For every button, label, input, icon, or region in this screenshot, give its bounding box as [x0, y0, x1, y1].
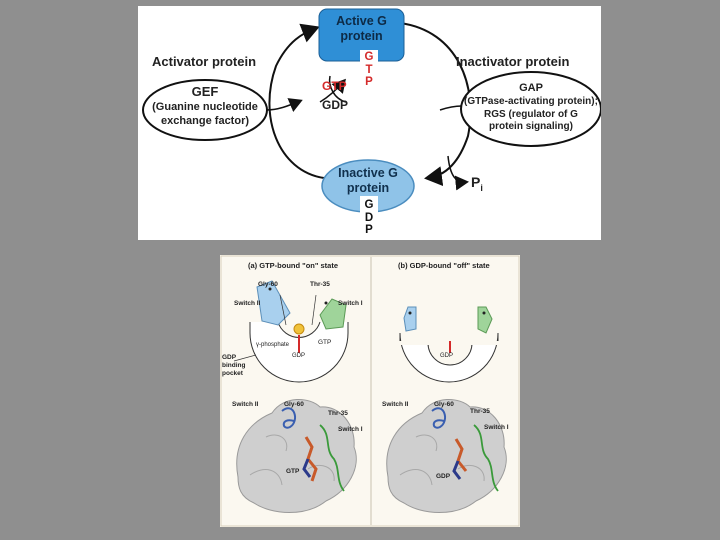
- inactive-p: P: [365, 224, 373, 236]
- panel-a-gtp: GTP: [318, 339, 332, 346]
- panel-a-3d-gtp: GTP: [286, 468, 300, 475]
- panel-a-gly: Gly-60: [258, 281, 278, 288]
- gap-description: [461, 96, 601, 134]
- panel-b-schematic: [395, 307, 503, 382]
- cycle-arc-right: [400, 23, 470, 178]
- panel-a-title: (a) GTP-bound "on" state: [248, 261, 339, 270]
- gtp-label: GTP: [322, 79, 347, 93]
- gap-desc1: (GTPase-activating protein);: [464, 96, 598, 107]
- gap-label: GAP: [519, 82, 543, 94]
- gef-label: GEF: [191, 84, 219, 99]
- active-gtp-letters: [360, 51, 378, 89]
- pocket-line3: pocket: [222, 370, 243, 377]
- inactive-g-protein-label: [322, 166, 414, 196]
- panel-a-3d-switch2: Switch II: [232, 401, 259, 408]
- inactivator-title: Inactivator protein: [456, 54, 570, 69]
- panel-b-gdp: GDP: [440, 353, 454, 359]
- pi-sub: i: [480, 182, 483, 193]
- panel-a-switch2: Switch II: [234, 300, 261, 307]
- pocket-line2: binding: [222, 362, 246, 369]
- panel-a-pocket-label: [222, 354, 245, 378]
- panel-b-3d-structure: [387, 399, 507, 512]
- panel-a-thr: Thr-35: [310, 281, 330, 288]
- panel-a-3d-thr: Thr-35: [328, 410, 348, 417]
- panel-a-schematic: [234, 281, 348, 382]
- inactive-d: D: [364, 211, 374, 224]
- active-line1: Active G: [336, 14, 387, 28]
- gef-desc2: exchange factor): [160, 115, 250, 127]
- gap-desc2: RGS (regulator of G: [484, 108, 578, 120]
- panel-a-gamma-phosphate: γ-phosphate: [256, 342, 290, 348]
- inactive-line2: protein: [346, 181, 390, 195]
- gdp-label: GDP: [322, 98, 349, 112]
- active-g-protein-label: [319, 14, 404, 44]
- panel-a-gdp: GDP: [292, 353, 306, 359]
- inactive-gdp-letters: [360, 199, 378, 237]
- pi-p: P: [471, 174, 481, 190]
- panel-b-3d-switch1: Switch I: [484, 424, 509, 431]
- activator-title: Activator protein: [152, 54, 257, 69]
- panel-a-3d-switch1: Switch I: [338, 426, 363, 433]
- gef-desc1: (Guanine nucleotide: [152, 101, 258, 113]
- inactive-line1: Inactive G: [338, 166, 398, 180]
- g-protein-cycle-panel: [138, 6, 601, 240]
- active-t: T: [365, 63, 373, 76]
- panel-b-3d-gly: Gly-60: [434, 401, 454, 408]
- switch2-shape-b: [404, 307, 416, 331]
- active-p: P: [365, 76, 373, 88]
- pocket-line1: GDP: [222, 354, 237, 361]
- inactive-g: G: [364, 199, 374, 211]
- structure-figure-panel: [220, 255, 520, 527]
- panel-b-title: (b) GDP-bound "off" state: [398, 261, 490, 270]
- switch1-shape-b: [478, 307, 492, 333]
- panel-b-3d-gdp: GDP: [436, 473, 451, 480]
- structure-diagram: [220, 255, 520, 527]
- pi-label: [471, 174, 483, 193]
- panel-a-switch1: Switch I: [338, 300, 363, 307]
- gap-desc3: protein signaling): [489, 121, 573, 132]
- gamma-phosphate-star: [294, 324, 304, 334]
- panel-b-3d-switch2: Switch II: [382, 401, 409, 408]
- panel-b-3d-thr: Thr-35: [470, 408, 490, 415]
- panel-a-3d-gly: Gly-60: [284, 401, 304, 408]
- active-line2: protein: [340, 29, 383, 43]
- gef-description: [143, 100, 267, 128]
- active-g: G: [364, 51, 374, 63]
